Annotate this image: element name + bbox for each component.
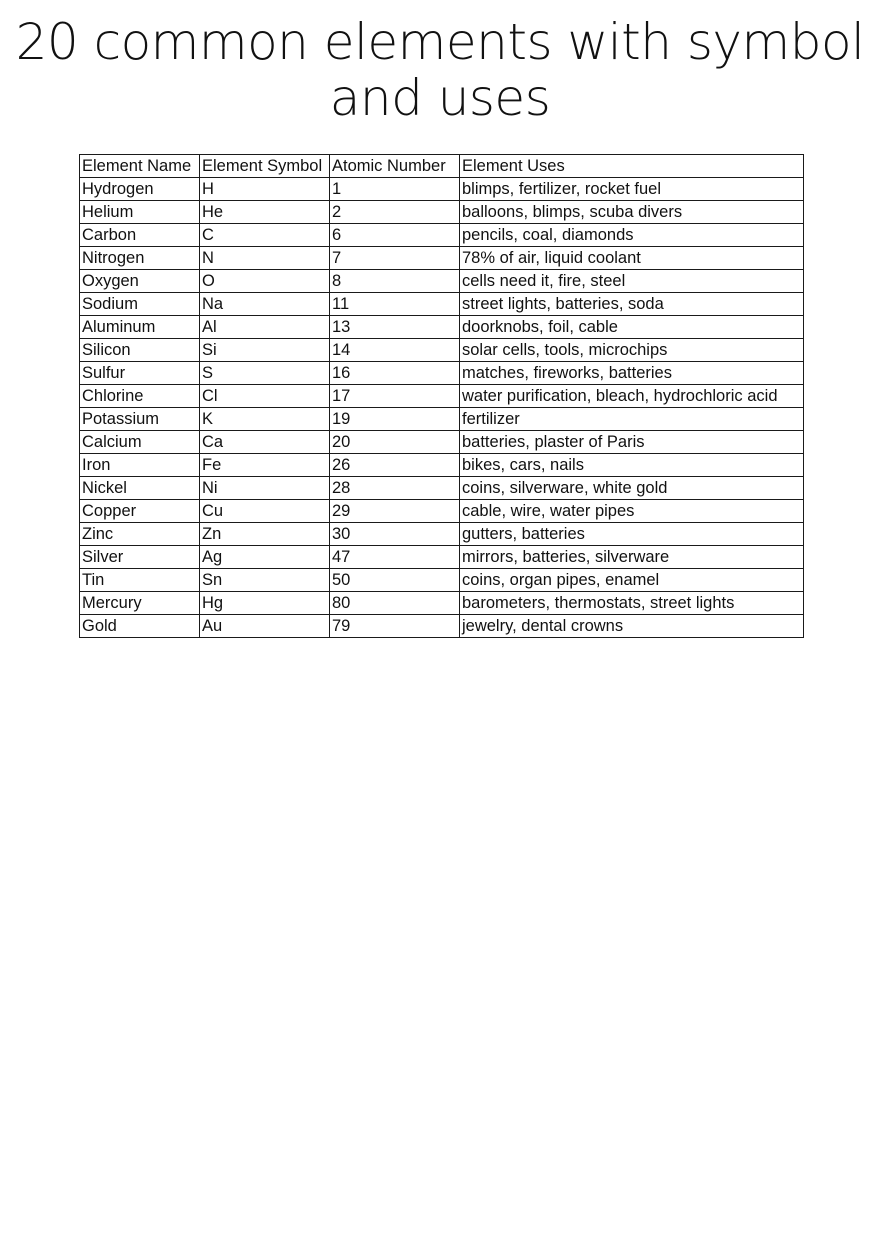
- cell-atomic-number: 80: [330, 592, 460, 615]
- cell-element-name: Chlorine: [80, 385, 200, 408]
- cell-element-uses: barometers, thermostats, street lights: [460, 592, 804, 615]
- cell-element-symbol: Zn: [200, 523, 330, 546]
- cell-element-uses: batteries, plaster of Paris: [460, 431, 804, 454]
- table-row: [80, 569, 804, 592]
- cell-element-uses: doorknobs, foil, cable: [460, 316, 804, 339]
- cell-element-uses: street lights, batteries, soda: [460, 293, 804, 316]
- cell-element-uses: pencils, coal, diamonds: [460, 224, 804, 247]
- table-row: [80, 339, 804, 362]
- elements-table: [79, 154, 804, 638]
- cell-element-name: Oxygen: [80, 270, 200, 293]
- cell-atomic-number: 8: [330, 270, 460, 293]
- cell-element-uses: blimps, fertilizer, rocket fuel: [460, 178, 804, 201]
- cell-element-symbol: Sn: [200, 569, 330, 592]
- cell-element-name: Gold: [80, 615, 200, 638]
- table-row: [80, 431, 804, 454]
- cell-element-symbol: N: [200, 247, 330, 270]
- cell-atomic-number: 28: [330, 477, 460, 500]
- cell-element-symbol: Ag: [200, 546, 330, 569]
- cell-element-symbol: Al: [200, 316, 330, 339]
- cell-element-name: Iron: [80, 454, 200, 477]
- cell-element-uses: 78% of air, liquid coolant: [460, 247, 804, 270]
- cell-element-symbol: H: [200, 178, 330, 201]
- cell-atomic-number: 50: [330, 569, 460, 592]
- cell-atomic-number: 7: [330, 247, 460, 270]
- cell-atomic-number: 1: [330, 178, 460, 201]
- cell-element-symbol: Ca: [200, 431, 330, 454]
- cell-element-name: Zinc: [80, 523, 200, 546]
- table-row: [80, 385, 804, 408]
- cell-element-name: Silver: [80, 546, 200, 569]
- header-element-name: Element Name: [80, 155, 200, 178]
- table-row: [80, 316, 804, 339]
- cell-element-name: Nickel: [80, 477, 200, 500]
- table-row: [80, 224, 804, 247]
- table-body: [80, 178, 804, 638]
- cell-atomic-number: 11: [330, 293, 460, 316]
- cell-element-name: Copper: [80, 500, 200, 523]
- cell-element-uses: coins, organ pipes, enamel: [460, 569, 804, 592]
- cell-element-name: Hydrogen: [80, 178, 200, 201]
- cell-element-uses: mirrors, batteries, silverware: [460, 546, 804, 569]
- table-row: [80, 408, 804, 431]
- cell-element-uses: coins, silverware, white gold: [460, 477, 804, 500]
- cell-element-name: Sulfur: [80, 362, 200, 385]
- cell-element-symbol: Ni: [200, 477, 330, 500]
- cell-element-symbol: He: [200, 201, 330, 224]
- cell-element-name: Tin: [80, 569, 200, 592]
- cell-atomic-number: 14: [330, 339, 460, 362]
- cell-element-name: Aluminum: [80, 316, 200, 339]
- cell-element-symbol: S: [200, 362, 330, 385]
- cell-element-name: Helium: [80, 201, 200, 224]
- table-row: [80, 247, 804, 270]
- cell-element-uses: cells need it, fire, steel: [460, 270, 804, 293]
- cell-atomic-number: 20: [330, 431, 460, 454]
- cell-atomic-number: 47: [330, 546, 460, 569]
- cell-element-name: Calcium: [80, 431, 200, 454]
- table-row: [80, 178, 804, 201]
- cell-element-symbol: Cl: [200, 385, 330, 408]
- table-row: [80, 523, 804, 546]
- cell-atomic-number: 30: [330, 523, 460, 546]
- cell-element-uses: solar cells, tools, microchips: [460, 339, 804, 362]
- cell-element-uses: balloons, blimps, scuba divers: [460, 201, 804, 224]
- table-header-row: [80, 155, 804, 178]
- cell-element-symbol: Fe: [200, 454, 330, 477]
- cell-element-symbol: Au: [200, 615, 330, 638]
- cell-atomic-number: 2: [330, 201, 460, 224]
- cell-atomic-number: 17: [330, 385, 460, 408]
- cell-element-symbol: Si: [200, 339, 330, 362]
- cell-element-name: Carbon: [80, 224, 200, 247]
- cell-element-symbol: K: [200, 408, 330, 431]
- cell-element-symbol: Na: [200, 293, 330, 316]
- cell-atomic-number: 6: [330, 224, 460, 247]
- cell-element-uses: matches, fireworks, batteries: [460, 362, 804, 385]
- table-row: [80, 201, 804, 224]
- cell-atomic-number: 19: [330, 408, 460, 431]
- table-row: [80, 362, 804, 385]
- header-atomic-number: Atomic Number: [330, 155, 460, 178]
- cell-element-uses: gutters, batteries: [460, 523, 804, 546]
- table-row: [80, 500, 804, 523]
- cell-element-symbol: O: [200, 270, 330, 293]
- cell-element-uses: cable, wire, water pipes: [460, 500, 804, 523]
- cell-element-uses: bikes, cars, nails: [460, 454, 804, 477]
- table-row: [80, 293, 804, 316]
- cell-atomic-number: 13: [330, 316, 460, 339]
- table-row: [80, 615, 804, 638]
- cell-element-uses: fertilizer: [460, 408, 804, 431]
- cell-element-name: Sodium: [80, 293, 200, 316]
- elements-table-container: [79, 154, 803, 638]
- cell-element-symbol: Cu: [200, 500, 330, 523]
- cell-element-symbol: Hg: [200, 592, 330, 615]
- table-row: [80, 454, 804, 477]
- page-title: 20 common elements with symbol and uses: [15, 13, 865, 127]
- cell-element-uses: jewelry, dental crowns: [460, 615, 804, 638]
- table-row: [80, 592, 804, 615]
- header-element-symbol: Element Symbol: [200, 155, 330, 178]
- cell-element-name: Silicon: [80, 339, 200, 362]
- cell-element-name: Nitrogen: [80, 247, 200, 270]
- cell-element-uses: water purification, bleach, hydrochloric acid: [460, 385, 804, 408]
- table-row: [80, 477, 804, 500]
- cell-atomic-number: 16: [330, 362, 460, 385]
- cell-element-symbol: C: [200, 224, 330, 247]
- header-element-uses: Element Uses: [460, 155, 804, 178]
- table-row: [80, 270, 804, 293]
- cell-element-name: Potassium: [80, 408, 200, 431]
- cell-element-name: Mercury: [80, 592, 200, 615]
- table-row: [80, 546, 804, 569]
- cell-atomic-number: 29: [330, 500, 460, 523]
- cell-atomic-number: 26: [330, 454, 460, 477]
- cell-atomic-number: 79: [330, 615, 460, 638]
